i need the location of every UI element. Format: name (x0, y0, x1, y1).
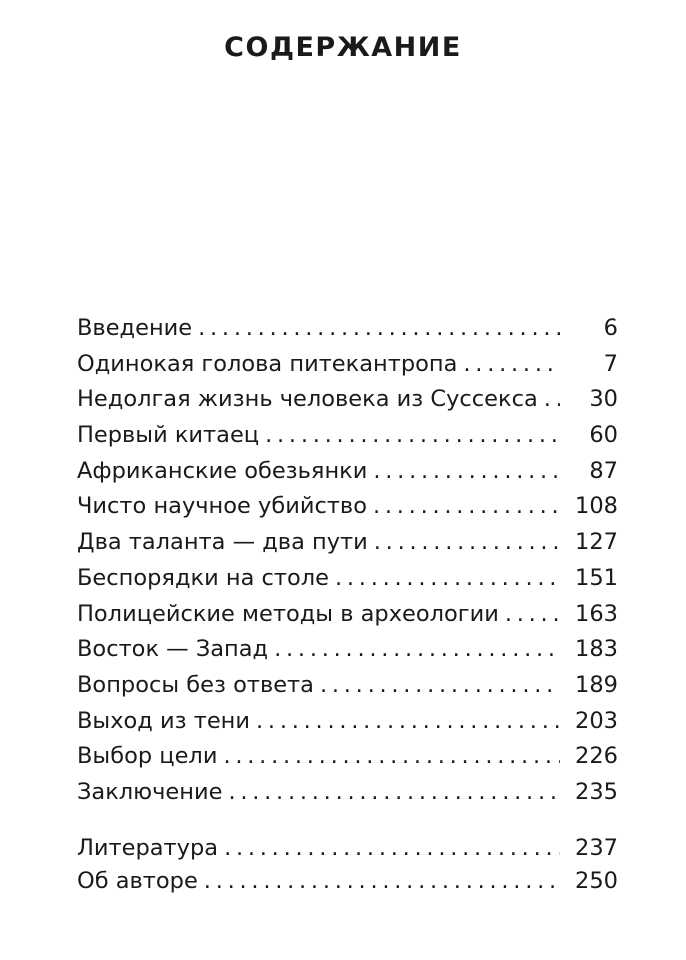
toc-entry-page: 30 (589, 386, 618, 413)
toc-entry-title: Первый китаец (77, 422, 260, 449)
toc-entry (77, 454, 618, 490)
toc-dot-leader (204, 865, 560, 898)
toc-entry-title: Вопросы без ответа (77, 671, 314, 698)
toc-entry-title: Об авторе (77, 867, 198, 894)
toc-entry-title: Введение (77, 315, 193, 341)
page-title: СОДЕРЖАНИЕ (224, 32, 462, 63)
toc-entry (77, 775, 618, 811)
toc-entry (77, 311, 618, 347)
toc-dot-leader (224, 832, 560, 865)
toc-dot-leader (265, 418, 560, 454)
toc-dot-leader (374, 525, 560, 561)
toc-entry-page: 237 (575, 835, 618, 861)
toc-entry-title: Недолгая жизнь человека из Суссекса (77, 386, 538, 413)
toc-entry (77, 597, 618, 633)
toc-entry (77, 382, 618, 418)
toc-entry (77, 525, 618, 561)
toc-entry-title: Выбор цели (77, 743, 218, 770)
toc-dot-leader (256, 704, 560, 740)
toc-back-matter-list (77, 832, 618, 897)
toc-dot-leader (544, 382, 560, 418)
toc-entry (77, 704, 618, 740)
toc-entry-page: 226 (575, 743, 618, 770)
toc-dot-leader (373, 454, 560, 490)
toc-dot-leader (335, 561, 560, 597)
toc-entry-page: 6 (603, 315, 618, 341)
toc-entry-page: 203 (575, 707, 618, 734)
toc-entry-page: 7 (603, 350, 618, 377)
toc-dot-leader (505, 597, 560, 633)
toc-entry-page: 163 (575, 600, 618, 627)
toc-main-list (77, 311, 618, 811)
toc-entry (77, 418, 618, 454)
toc-entry (77, 632, 618, 668)
toc-entry-title: Полицейские методы в археологии (77, 600, 499, 627)
toc-dot-leader (373, 489, 560, 525)
toc-entry-page: 183 (575, 636, 618, 663)
toc-entry (77, 739, 618, 775)
toc-entry-title: Восток — Запад (77, 636, 269, 663)
toc-dot-leader (463, 347, 560, 383)
toc-entry-page: 127 (575, 529, 618, 556)
toc-entry-title: Заключение (77, 778, 223, 805)
toc-entry-title: Африканские обезьянки (77, 457, 368, 484)
toc-entry-page: 151 (575, 564, 618, 591)
toc-dot-leader (228, 775, 560, 811)
toc-entry-title: Два таланта — два пути (77, 529, 368, 556)
toc-entry-title: Литература (77, 835, 219, 861)
toc-entry-page: 189 (575, 671, 618, 698)
toc-dot-leader (198, 311, 560, 347)
toc-entry-title: Чисто научное убийство (77, 493, 367, 520)
toc-entry (77, 668, 618, 704)
toc-dot-leader (320, 668, 560, 704)
toc-entry-page: 235 (575, 778, 618, 805)
toc-entry-page: 250 (575, 867, 618, 894)
toc-entry (77, 561, 618, 597)
toc-entry (77, 489, 618, 525)
toc-dot-leader (223, 739, 560, 775)
toc-entry-title: Беспорядки на столе (77, 564, 329, 591)
toc-dot-leader (274, 632, 560, 668)
toc-entry-page: 108 (575, 493, 618, 520)
toc-entry (77, 865, 618, 898)
toc-entry (77, 347, 618, 383)
toc-entry (77, 832, 618, 865)
toc-entry-page: 87 (589, 457, 618, 484)
toc-entry-page: 60 (589, 422, 618, 449)
toc-entry-title: Выход из тени (77, 707, 251, 734)
toc-entry-title: Одинокая голова питекантропа (77, 350, 458, 377)
